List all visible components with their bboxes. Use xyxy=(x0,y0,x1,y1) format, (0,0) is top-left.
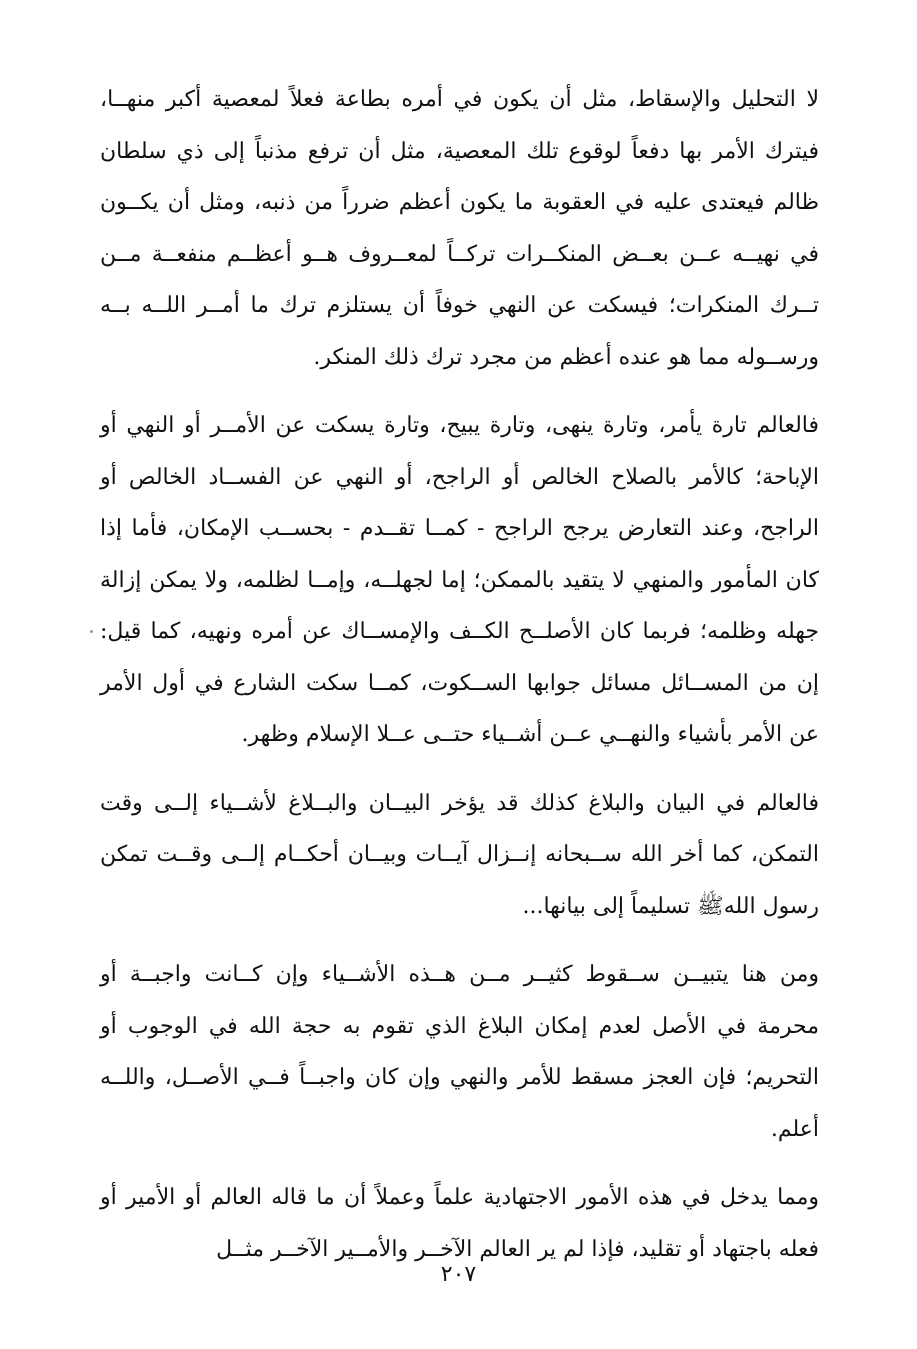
paragraph-1: لا التحليل والإسقاط، مثل أن يكون في أمره بطاعة فعلاً لمعصية أكبر منهــا، فيترك الأمر بها دفعاً لوقوع تلك المعصية، مثل أن ترفع مذنباً إلى ذي سلطان ظالم فيعتدى عليه في العقوبة ما يكون أعظم ضرراً من ذنبه، ومثل أن يكــون في نهيــه عــن بعــض المنكــرات تركــاً لمعــروف هــو أعظــم منفعــة مــن تــرك المنكرات؛ فيسكت عن النهي خوفاً أن يستلزم ترك ما أمــر اللــه بــه ورســوله مما هو عنده أعظم من مجرد ترك ذلك المنكر. xyxy=(100,87,819,370)
paragraph-2: فالعالم تارة يأمر، وتارة ينهى، وتارة يبيح، وتارة يسكت عن الأمــر أو النهي أو الإباحة؛ كالأمر بالصلاح الخالص أو الراجح، أو النهي عن الفســاد الخالص أو الراجح، وعند التعارض يرجح الراجح - كمــا تقــدم - بحســب الإمكان، فأما إذا كان المأمور والمنهي لا يتقيد بالممكن؛ إما لجهلــه، وإمــا لظلمه، ولا يمكن إزالة جهله وظلمه؛ فربما كان الأصلــح الكــف والإمســاك عن أمره ونهيه، كما قيل: إن من المســائل مسائل جوابها الســكوت، كمــا سكت الشارع في أول الأمر عن الأمر بأشياء والنهــي عــن أشــياء حتــى عــلا الإسلام وظهر. xyxy=(100,413,819,747)
scan-speck xyxy=(90,630,93,633)
paragraph-4: ومن هنا يتبيــن ســقوط كثيــر مــن هــذه الأشــياء وإن كــانت واجبــة أو محرمة في الأصل لعدم إمكان البلاغ الذي تقوم به حجة الله في الوجوب أو التحريم؛ فإن العجز مسقط للأمر والنهي وإن كان واجبــاً فــي الأصــل، واللــه أعلم. xyxy=(100,962,819,1142)
paragraph-5: ومما يدخل في هذه الأمور الاجتهادية علماً وعملاً أن ما قاله العالم أو الأمير أو فعله باجتهاد أو تقليد، فإذا لم ير العالم الآخــر والأمــير الآخــر مثــل xyxy=(100,1185,819,1262)
paragraph-3: فالعالم في البيان والبلاغ كذلك قد يؤخر البيــان والبــلاغ لأشــياء إلــى وقت التمكن، كما أخر الله ســبحانه إنــزال آيــات وبيــان أحكــام إلــى وقــت تمكن رسول اللهﷺ تسليماً إلى بيانها... xyxy=(100,790,819,919)
page-body-text xyxy=(100,74,819,1275)
page-number: ٢٠٧ xyxy=(440,1262,477,1287)
